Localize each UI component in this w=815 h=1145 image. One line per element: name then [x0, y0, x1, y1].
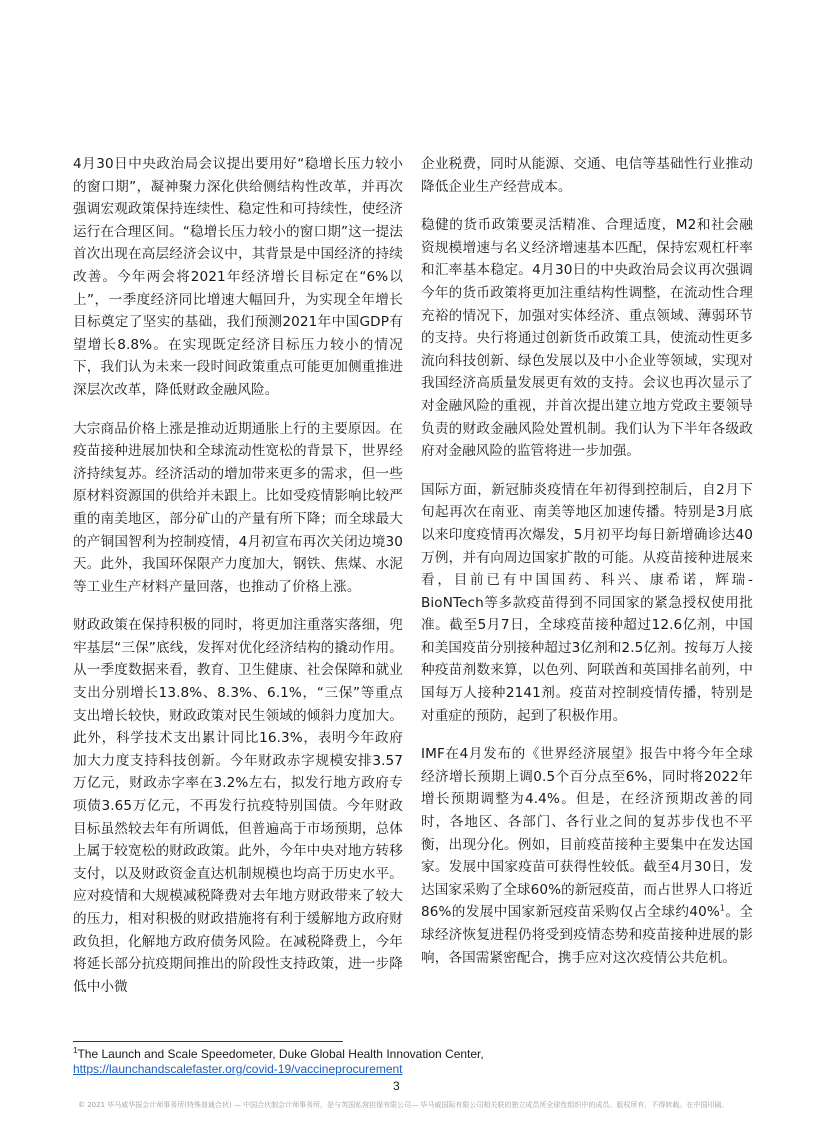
- imf-text-part2: 。全球经济恢复进程仍将受到疫情态势和疫苗接种进展的影响，各国需紧密配合，携手应对这次疫情公共危机。: [421, 904, 753, 966]
- paragraph-commodity-prices: 大宗商品价格上涨是推动近期通胀上行的主要原因。在疫苗接种进展加快和全球流动性宽松的背景下，世界经济持续复苏。经济活动的增加带来更多的需求，但一些原材料资源国的供给并未跟上。比如受疫情影响比较严重的南美地区，部分矿山的产量有所下降；而全球最大的产铜国智利为控制疫情，4月初宣布再次关闭边境30天。此外，我国环保限产力度加大，钢铁、焦煤、水泥等工业生产材料产量回落，也推动了价格上涨。: [73, 420, 403, 595]
- copyright-notice: © 2021 毕马威华振会计师事务所(特殊普通合伙) — 中国合伙制会计师事务所，是与英国私营担保有限公司— 毕马威国际有限公司相关联的独立成员所全球性组织中的成员。版权所有，不得转载。在中国印刷。: [78, 1101, 729, 1109]
- footnote-reference[interactable]: 1: [719, 903, 726, 913]
- right-column: [421, 153, 753, 985]
- paragraph-fiscal-policy-continued: 企业税费，同时从能源、交通、电信等基础性行业推动降低企业生产经营成本。: [421, 156, 753, 195]
- paragraph-fiscal-policy: 财政政策在保持积极的同时，将更加注重落实落细，兜牢基层“三保”底线，发挥对优化经济结构的撬动作用。从一季度数据来看，教育、卫生健康、社会保障和就业支出分别增长13.8%、8.3%、6.1%，“三保”等重点支出增长较快，财政政策对民生领域的倾斜力度加大。此外，科学技术支出累计同比16.3%，表明今年政府加大力度支持科技创新。今年财政赤字规模安排3.57万亿元，财政赤字率在3.2%左右，拟发行地方政府专项债3.65万亿元，不再发行抗疫特别国债。今年财政目标虽然较去年有所调低，但普遍高于市场预期，总体上属于较宽松的财政政策。此外，今年中央对地方转移支付，以及财政资金直达机制规模也均高于历史水平。应对疫情和大规模减税降费对去年地方财政带来了较大的压力，相对积极的财政措施将有利于缓解地方政府财政负担，化解地方政府债务风险。在减税降费上，今年将延长部分抗疫期间推出的阶段性支持政策，进一步降低中小微: [73, 617, 403, 995]
- paragraph-imf-outlook: [421, 743, 753, 969]
- paragraph-monetary-policy: 稳健的货币政策要灵活精准、合理适度，M2和社会融资规模增速与名义经济增速基本匹配，保持宏观杠杆率和汇率基本稳定。4月30日的中央政治局会议再次强调今年的货币政策将更加注重结构性调整，在流动性合理充裕的情况下，加强对实体经济、重点领域、薄弱环节的支持。央行将通过创新货币政策工具，使流动性更多流向科技创新、绿色发展以及中小企业等领域，实现对我国经济高质量发展更有效的支持。会议也再次显示了对金融风险的重视，并首次提出建立地方党政主要领导负责的财政金融风险处置机制。我们认为下半年各级政府对金融风险的监管将进一步加强。: [421, 217, 753, 460]
- page-number: 3: [393, 1079, 400, 1093]
- footnote-marker: 1: [73, 1046, 78, 1055]
- imf-text-part1: IMF在4月发布的《世界经济展望》报告中将今年全球经济增长预期上调0.5个百分点至6%，同时将2022年增长预期调整为4.4%。但是，在经济预期改善的同时，各地区、各部门、各行业之间的复苏步伐也不平衡，出现分化。例如，目前疫苗接种主要集中在发达国家。发展中国家疫苗可获得性较低。截至4月30日，发达国家采购了全球60%的新冠疫苗，而占世界人口将近86%的发展中国家新冠疫苗采购仅占全球约40%: [421, 746, 753, 921]
- footnote-link[interactable]: https://launchandscalefaster.org/covid-19/vaccineprocurement: [73, 1062, 403, 1076]
- footnote-divider: [73, 1041, 343, 1042]
- left-column: [73, 153, 403, 1014]
- footnote-text: The Launch and Scale Speedometer, Duke Global Health Innovation Center,: [77, 1047, 484, 1061]
- footnote: [73, 1047, 533, 1077]
- paragraph-policy-window: 4月30日中央政治局会议提出要用好“稳增长压力较小的窗口期”，凝神聚力深化供给侧结构性改革，并再次强调宏观政策保持连续性、稳定性和可持续性，使经济运行在合理区间。“稳增长压力较小的窗口期”这一提法首次出现在高层经济会议中，其背景是中国经济的持续改善。今年两会将2021年经济增长目标定在“6%以上”，一季度经济同比增速大幅回升，为实现全年增长目标奠定了坚实的基础，我们预测2021年中国GDP有望增长8.8%。在实现既定经济目标压力较小的情况下，我们认为未来一段时间政策重点可能更加侧重推进深层次改革，降低财政金融风险。: [73, 156, 403, 398]
- paragraph-international-pandemic: 国际方面，新冠肺炎疫情在年初得到控制后，自2月下旬起再次在南亚、南美等地区加速传播。特别是3月底以来印度疫情再次爆发，5月初平均每日新增确诊达40万例，并有向周边国家扩散的可能。从疫苗接种进展来看，目前已有中国国药、科兴、康希诺，辉瑞-BioNTech等多款疫苗得到不同国家的紧急授权使用批准。截至5月7日，全球疫苗接种超过12.6亿剂，中国和美国疫苗分别接种超过3亿剂和2.5亿剂。按每万人接种疫苗剂数来算，以色列、阿联酋和英国排名前列，中国每万人接种2141剂。疫苗对控制疫情传播，特别是对重症的预防，起到了积极作用。: [421, 481, 753, 724]
